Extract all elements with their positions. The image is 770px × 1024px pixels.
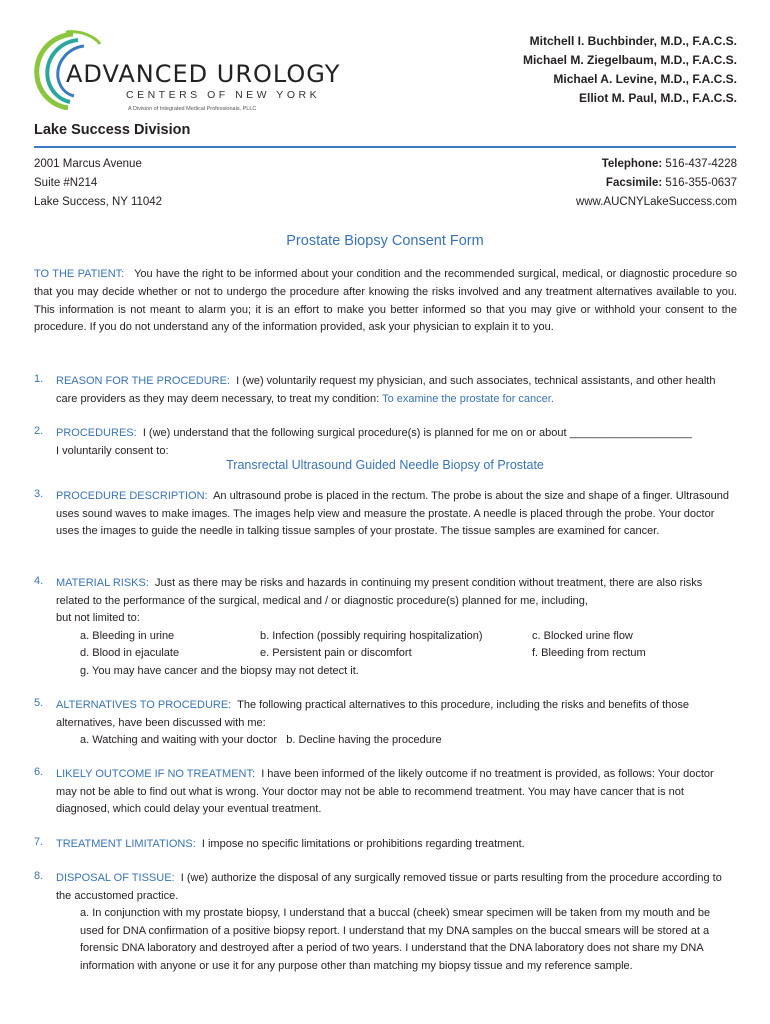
- doctor-name: Michael A. Levine, M.D., F.A.C.S.: [553, 72, 737, 86]
- procedure-purpose: To examine the prostate for cancer.: [382, 392, 554, 405]
- division-title: Lake Success Division: [34, 122, 191, 138]
- section-alternatives: [56, 697, 731, 750]
- section-text: I voluntarily consent to:: [56, 444, 169, 457]
- section-label: REASON FOR THE PROCEDURE:: [56, 375, 230, 387]
- section-risks: [56, 575, 731, 680]
- section-disposal: [56, 870, 731, 975]
- doctor-list: [523, 32, 737, 108]
- section-label: LIKELY OUTCOME IF NO TREATMENT:: [56, 768, 256, 780]
- logo-title: ADVANCED UROLOGY: [66, 60, 341, 88]
- section-procedures: [56, 425, 731, 460]
- risk-item: e. Persistent pain or discomfort: [260, 647, 412, 659]
- risk-item: c. Blocked urine flow: [532, 629, 633, 642]
- address-line: Lake Success, NY 11042: [34, 196, 163, 208]
- risk-item: d. Blood in ejaculate: [80, 647, 180, 659]
- section-number: 5.: [34, 697, 44, 709]
- section-text: but not limited to:: [56, 612, 140, 624]
- address-block: [34, 155, 162, 212]
- section-number: 7.: [34, 836, 44, 848]
- section-text: An ultrasound probe is placed in the rectum. The probe is about the size and shape of a finger. Ultrasound uses sound waves to make images. The images help view and measure the prostate. A needle is placed through the probe. Your doctor uses the images to guide the needle in talking tissue samples of your prostate. The tissue samples are examined for cancer.: [56, 490, 729, 537]
- section-text: Just as there may be risks and hazards in continuing my present condition without treatment, there are also risks related to the performance of the surgical, medical and / or diagnostic procedure(s) planned for me, including,: [56, 577, 703, 607]
- section-label: MATERIAL RISKS:: [56, 577, 149, 589]
- logo-subtitle: CENTERS OF NEW YORK: [126, 89, 321, 101]
- doctor-name: Elliot M. Paul, M.D., F.A.C.S.: [578, 91, 737, 105]
- fax-number: 516-355-0637: [665, 177, 737, 189]
- practice-logo: [28, 30, 358, 120]
- section-number: 4.: [34, 575, 44, 587]
- section-number: 2.: [34, 425, 44, 437]
- section-label: PROCEDURE DESCRIPTION:: [56, 490, 208, 502]
- address-line: 2001 Marcus Avenue: [34, 158, 142, 170]
- intro-paragraph: [34, 266, 737, 337]
- section-text: I (we) understand that the following surgical procedure(s) is planned for me on or about ____________________: [142, 427, 692, 439]
- alternative-item: b. Decline having the procedure: [286, 734, 442, 746]
- section-outcome: [56, 766, 731, 819]
- intro-label: TO THE PATIENT:: [34, 268, 125, 280]
- section-text: I have been informed of the likely outcome if no treatment is provided, as follows: Your doctor may not be able to find out what is wrong. Your doctor may not be able to recommend treatment. You may have cancer that is not diagnosed, which could delay your eventual treatment.: [56, 768, 714, 815]
- section-limitations: [56, 836, 731, 854]
- section-text: I impose no specific limitations or prohibitions regarding treatment.: [201, 838, 525, 850]
- section-number: 3.: [34, 488, 44, 500]
- form-title: Prostate Biopsy Consent Form: [286, 233, 484, 249]
- section-number: 1.: [34, 373, 44, 385]
- alternative-item: a. Watching and waiting with your doctor: [80, 734, 278, 746]
- risk-item: f. Bleeding from rectum: [532, 647, 646, 659]
- risk-item: a. Bleeding in urine: [80, 629, 175, 642]
- phone-label: Telephone:: [601, 158, 663, 170]
- contact-block: [576, 155, 737, 212]
- section-text: The following practical alternatives to this procedure, including the risks and benefits of those alternatives, have been discussed with me:: [56, 699, 690, 729]
- procedure-name: Transrectal Ultrasound Guided Needle Biopsy of Prostate: [226, 458, 544, 472]
- section-label: ALTERNATIVES TO PROCEDURE:: [56, 699, 232, 711]
- section-label: PROCEDURES:: [56, 427, 137, 439]
- risk-item: b. Infection (possibly requiring hospitalization): [260, 629, 483, 642]
- section-text: I (we) authorize the disposal of any surgically removed tissue or parts resulting from the procedure according to the accustomed practice.: [56, 872, 722, 902]
- risk-item: g. You may have cancer and the biopsy may not detect it.: [80, 664, 359, 677]
- address-line: Suite #N214: [34, 177, 98, 189]
- section-number: 6.: [34, 766, 44, 778]
- doctor-name: Mitchell I. Buchbinder, M.D., F.A.C.S.: [529, 34, 737, 48]
- header-divider: [34, 146, 736, 148]
- section-description: [56, 488, 731, 541]
- section-reason: [56, 373, 731, 408]
- intro-text: You have the right to be informed about your condition and the recommended surgical, medical, or diagnostic procedure so that you may decide whether or not to undergo the procedure after knowing the risks involved and any treatment alternatives available to you. This information is not meant to alarm you; it is an effort to make you better informed so that you may give or withhold your consent to the procedure. If you do not understand any of the information provided, ask your physician to explain it to you.: [34, 268, 737, 334]
- section-label: TREATMENT LIMITATIONS:: [56, 838, 196, 850]
- section-number: 8.: [34, 870, 44, 882]
- disposal-subitem: a. In conjunction with my prostate biopsy, I understand that a buccal (cheek) smear specimen will be taken from my mouth and be used for DNA confirmation of a positive biopsy report. I understand that my DNA samples on the buccal smears will be stored at a forensic DNA laboratory and destroyed after a period of two years. I understand that the DNA laboratory does not share my DNA information with anyone or use it for any purpose other than matching my biopsy tissue and my reference sample.: [80, 907, 711, 972]
- fax-label: Facsimile:: [605, 177, 663, 189]
- section-text: I (we) voluntarily request my physician, and such associates, technical assistants, and other health care providers as they may deem necessary, to treat my condition:: [56, 375, 716, 405]
- doctor-name: Michael M. Ziegelbaum, M.D., F.A.C.S.: [522, 53, 737, 67]
- logo-tagline: A Division of Integrated Medical Professionals, PLLC: [128, 106, 257, 112]
- website-link[interactable]: www.AUCNYLakeSuccess.com: [575, 196, 737, 208]
- section-label: DISPOSAL OF TISSUE:: [56, 872, 175, 884]
- phone-number: 516-437-4228: [665, 158, 737, 170]
